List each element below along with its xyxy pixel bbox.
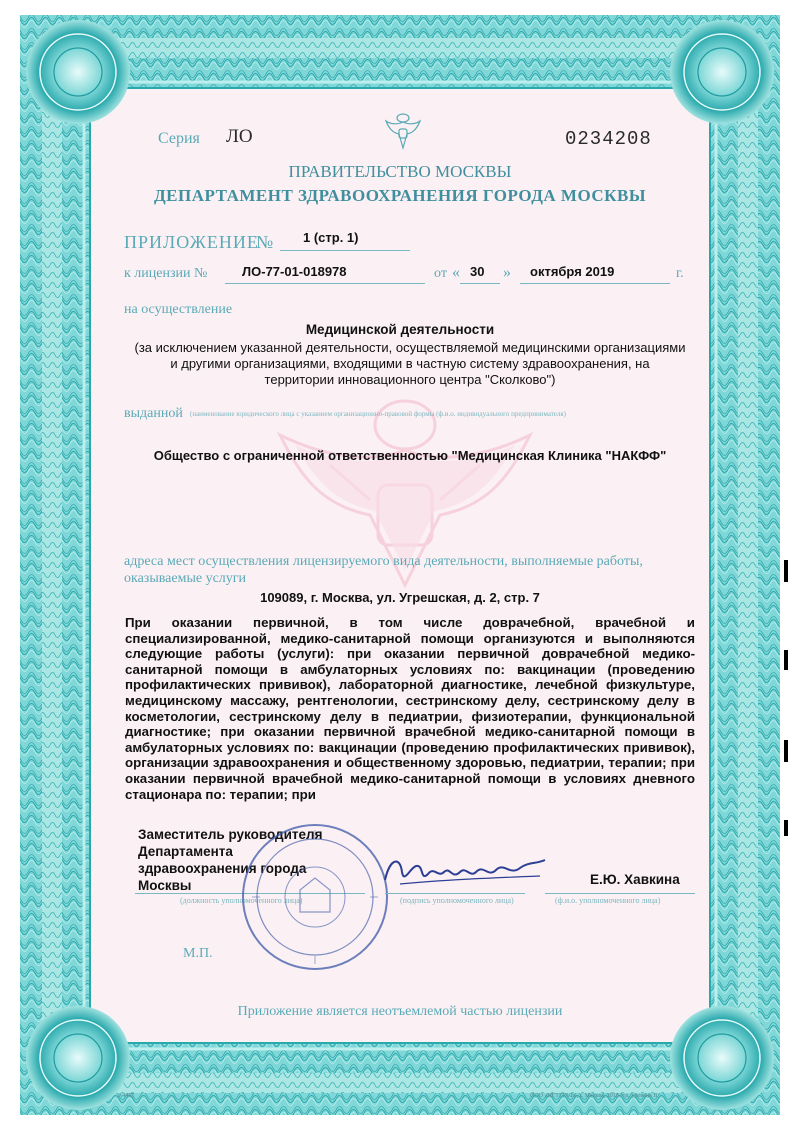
appendix-label: ПРИЛОЖЕНИЕ — [124, 232, 259, 252]
issued-hint: (наименование юридического лица с указанием организационно-правовой формы (ф.и.о. индивидуального предпринимателя) — [190, 410, 566, 418]
handwritten-signature — [380, 850, 550, 890]
day-underline — [460, 283, 500, 284]
license-month-year: октября 2019 — [530, 264, 615, 279]
address-value: 109089, г. Москва, ул. Угрешская, д. 2, стр. 7 — [260, 590, 540, 605]
address-label-line1: адреса мест осуществления лицензируемого вида деятельности, выполняемые работы, — [124, 554, 643, 569]
activity-line-1: (за исключением указанной деятельности, осуществляемой медицинскими организациями — [134, 340, 686, 355]
document-number: 0234208 — [565, 128, 652, 150]
series-value: ЛО — [226, 126, 253, 147]
position-hint: (должность уполномоченного лица) — [180, 896, 303, 905]
activity-line-2: и другими организациями, входящими в частную систему здравоохранения, на — [170, 356, 650, 371]
appendix-underline — [280, 250, 410, 251]
license-day: 30 — [470, 264, 485, 279]
name-hint: (ф.и.о. уполномоченного лица) — [555, 896, 661, 905]
year-suffix: г. — [676, 266, 684, 281]
signature-underline — [385, 893, 525, 894]
signer-position-line-1: Заместитель руководителя — [138, 827, 323, 842]
signer-position-line-2: Департамента — [138, 844, 233, 859]
activity-line-3: территории инновационного центра "Сколково") — [264, 372, 556, 387]
quote-close: » — [503, 264, 511, 281]
organization-name: Общество с ограниченной ответственностью "Медицинская Клиника "НАКФФ" — [153, 448, 667, 463]
license-label: к лицензии № — [124, 266, 208, 281]
government-title: ПРАВИТЕЛЬСТВО МОСКВЫ — [288, 162, 512, 181]
series-label: Серия — [158, 130, 200, 147]
coat-of-arms-icon — [385, 112, 421, 152]
issued-label: выданной — [124, 406, 183, 421]
official-stamp — [238, 820, 393, 975]
form-code: А4407 — [118, 1093, 135, 1099]
department-title: ДЕПАРТАМЕНТ ЗДРАВООХРАНЕНИЯ ГОРОДА МОСКВЫ — [153, 186, 647, 205]
signer-position-line-3: здравоохранения города — [138, 861, 307, 876]
activity-title: Медицинской деятельности — [305, 322, 495, 337]
appendix-num-sign: № — [256, 232, 274, 252]
signer-name: Е.Ю. Хавкина — [590, 872, 680, 887]
footer-note: Приложение является неотъемлемой частью лицензии — [237, 1004, 563, 1019]
license-number-underline — [225, 283, 425, 284]
signer-position-line-4: Москвы — [138, 878, 192, 893]
printer-info: ООО «НГТГРАФ», г. Москва, 2018 год, уровень В — [530, 1093, 658, 1099]
address-label-line2: оказываемые услуги — [124, 571, 247, 586]
activity-description — [0, 340, 800, 388]
license-from-label: от — [434, 266, 447, 281]
signature-hint: (подпись уполномоченного лица) — [400, 896, 514, 905]
license-number: ЛО-77-01-018978 — [242, 264, 347, 279]
activity-label: на осуществление — [124, 302, 233, 317]
seal-place-label: М.П. — [183, 946, 213, 961]
month-underline — [520, 283, 670, 284]
appendix-value: 1 (стр. 1) — [303, 230, 359, 245]
works-description: При оказании первичной, в том числе доврачебной, врачебной и специализированной, медико-санитарной помощи организуются и выполняются следующие работы (услуги): при оказании первичной доврачебной медико-санитарной помощи в амбулаторных условиях по: вакцинации (проведению профилактических прививок), лабораторной диагностике, лечебной физкультуре, медицинскому массажу, рентгенологии, сестринскому делу, сестринскому делу в косметологии, сестринскому делу в педиатрии, физиотерапии, функциональной диагностике; при оказании первичной врачебной медико-санитарной помощи в амбулаторных условиях по: вакцинации (проведению профилактических прививок), организации здравоохранения и общественному здоровью, педиатрии, терапии; при оказании первичной врачебной медико-санитарной помощи в условиях дневного стационара по: терапии; при — [125, 615, 695, 802]
quote-open: « — [452, 264, 460, 281]
name-underline — [545, 893, 695, 894]
